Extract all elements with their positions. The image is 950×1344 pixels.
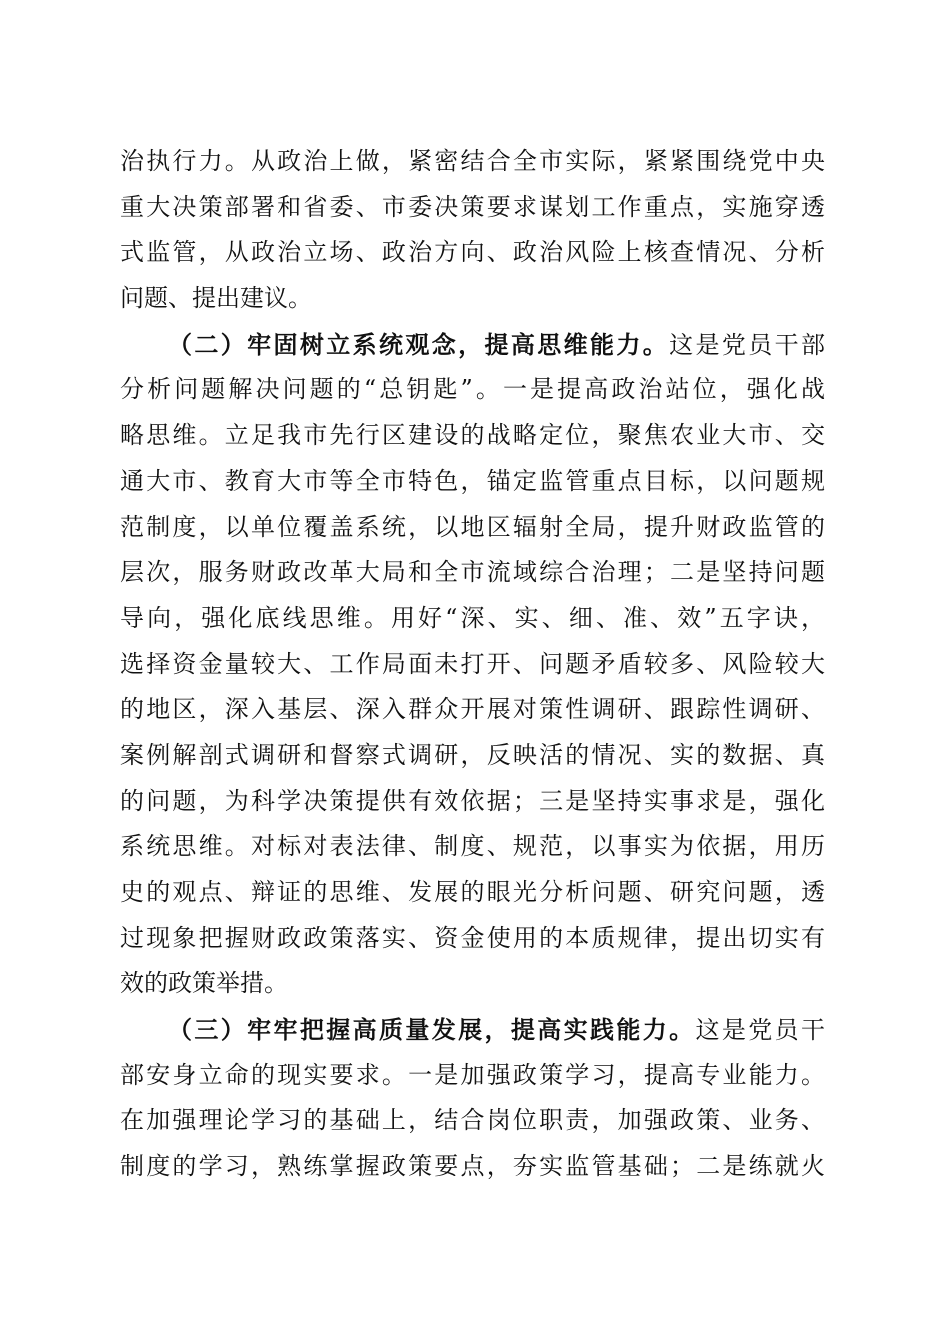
text-line: 略思维。立足我市先行区建设的战略定位，聚焦农业大市、交 [120, 421, 825, 450]
text-line: 系统思维。对标对表法律、制度、规范，以事实为依据，用历 [120, 832, 825, 861]
text-line: 选择资金量较大、工作局面未打开、问题矛盾较多、风险较大 [120, 649, 825, 678]
text-line: 式监管，从政治立场、政治方向、政治风险上核查情况、分析 [120, 238, 825, 267]
section-heading-3: （三）牢牢把握高质量发展，提高实践能力。 [168, 1015, 696, 1045]
text-line: 层次，服务财政改革大局和全市流域综合治理；二是坚持问题 [120, 558, 825, 587]
text-line: 重大决策部署和省委、市委决策要求谋划工作重点，实施穿透 [120, 192, 825, 221]
text-line: 范制度，以单位覆盖系统，以地区辐射全局，提升财政监管的 [120, 512, 825, 541]
section-heading-line [120, 1007, 825, 1053]
text-line: 问题、提出建议。 [120, 284, 312, 313]
section-heading-line [120, 322, 825, 368]
text-line: 导向，强化底线思维。用好“深、实、细、准、效”五字诀， [120, 603, 825, 632]
text-run: 这是党员干 [695, 1016, 825, 1045]
text-line: 分析问题解决问题的“总钥匙”。一是提高政治站位，强化战 [120, 375, 825, 404]
text-line: 的地区，深入基层、深入群众开展对策性调研、跟踪性调研、 [120, 695, 825, 724]
section-heading-2: （二）牢固树立系统观念，提高思维能力。 [168, 329, 670, 359]
text-run: 这是党员干部 [669, 330, 825, 359]
text-line: 案例解剖式调研和督察式调研，反映活的情况、实的数据、真 [120, 740, 825, 769]
text-line: 的问题，为科学决策提供有效依据；三是坚持实事求是，强化 [120, 786, 825, 815]
text-line: 过现象把握财政政策落实、资金使用的本质规律，提出切实有 [120, 923, 825, 952]
text-line: 治执行力。从政治上做，紧密结合全市实际，紧紧围绕党中央 [120, 147, 825, 175]
text-line: 部安身立命的现实要求。一是加强政策学习，提高专业能力。 [120, 1060, 825, 1089]
text-line: 效的政策举措。 [120, 969, 288, 998]
text-line: 在加强理论学习的基础上，结合岗位职责，加强政策、业务、 [120, 1106, 825, 1135]
text-line: 通大市、教育大市等全市特色，锚定监管重点目标，以问题规 [120, 466, 825, 495]
body-text [120, 139, 825, 1190]
text-line: 制度的学习，熟练掌握政策要点，夯实监管基础；二是练就火 [120, 1152, 825, 1181]
text-line: 史的观点、辩证的思维、发展的眼光分析问题、研究问题，透 [120, 878, 825, 906]
